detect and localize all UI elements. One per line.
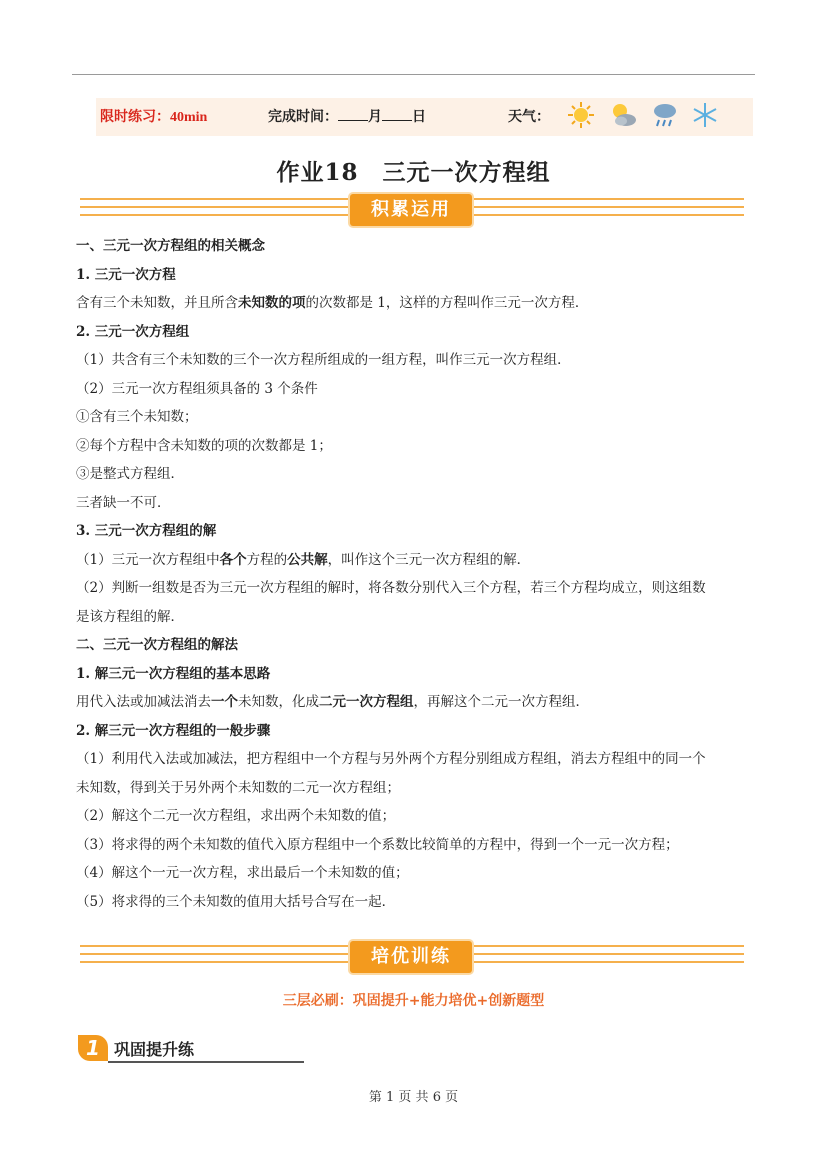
month-label: 月 (368, 109, 382, 125)
banner-training (80, 943, 744, 973)
subsection-heading: 3. 三元一次方程组的解 (76, 523, 217, 539)
sun-icon (566, 100, 596, 130)
paragraph: 是该方程组的解． (76, 608, 184, 625)
subsection-heading: 1. 三元一次方程 (76, 266, 176, 283)
timed-practice (100, 106, 207, 126)
completion-time (268, 106, 426, 126)
subsection-heading: 1. 解三元一次方程组的基本思路 (76, 665, 271, 682)
step-number: 1 (78, 1035, 108, 1061)
page-title: 作业18 三元一次方程组 (276, 159, 551, 186)
paragraph: 未知数，得到关于另外两个未知数的二元一次方程组； (76, 779, 400, 796)
paragraph: （2）三元一次方程组须具备的 3 个条件 (76, 380, 318, 397)
snowflake-icon (690, 100, 720, 130)
paragraph (76, 289, 756, 318)
paragraph (76, 546, 756, 575)
section-heading: 一、三元一次方程组的相关概念 (76, 238, 265, 254)
partly-cloudy-icon (608, 100, 638, 130)
paragraph: （2）解这个二元一次方程组，求出两个未知数的值； (76, 808, 396, 824)
text: 含有三个未知数，并且所含 (76, 295, 238, 311)
condition-item: ②每个方程中含未知数的项的次数都是 1； (76, 437, 332, 454)
timed-label: 限时练习： (100, 109, 170, 125)
paragraph: （3）将求得的两个未知数的值代入原方程组中一个系数比较简单的方程中，得到一个一元一次方程； (76, 836, 679, 853)
top-rule (72, 74, 755, 75)
weather-label: 天气： (508, 109, 550, 125)
paragraph: （1）共含有三个未知数的三个一次方程所组成的一组方程，叫作三元一次方程组． (76, 352, 571, 368)
step-label: 巩固提升练 (114, 1040, 195, 1059)
banner-label: 积累运用 (350, 194, 472, 226)
month-blank (338, 106, 368, 121)
timed-value: 40min (170, 110, 208, 125)
paragraph: （4）解这个一元一次方程，求出最后一个未知数的值； (76, 865, 409, 881)
paragraph: （1）利用代入法或加减法，把方程组中一个方程与另外两个方程分别组成方程组，消去方程组中的同一个 (76, 751, 706, 767)
text: 的次数都是 1，这样的方程叫作三元一次方程． (305, 295, 589, 311)
day-label: 日 (412, 109, 426, 125)
text: 方程的 (246, 551, 288, 568)
paragraph (76, 688, 756, 717)
text: （1）三元一次方程组中 (76, 551, 220, 568)
bold-text: 各个 (219, 551, 247, 568)
bold-text: 一个 (211, 694, 238, 710)
page-footer: 第 1 页 共 6 页 (368, 1090, 459, 1105)
bold-text: 未知数的项 (238, 295, 306, 311)
main-content (76, 232, 756, 916)
step-underline (108, 1061, 304, 1063)
rain-cloud-icon (650, 100, 680, 130)
text: 用代入法或加减法消去 (76, 694, 211, 710)
day-blank (382, 106, 412, 121)
paragraph: 三者缺一不可． (76, 494, 171, 511)
done-label: 完成时间： (268, 109, 338, 125)
bold-text: 公共解 (287, 551, 328, 568)
info-bar (96, 98, 753, 136)
condition-item: ①含有三个未知数； (76, 409, 198, 425)
text: ，叫作这个三元一次方程组的解． (327, 551, 531, 568)
text: ，再解这个二元一次方程组． (413, 694, 589, 710)
subsection-heading: 2. 三元一次方程组 (76, 323, 190, 340)
section-heading: 二、三元一次方程组的解法 (76, 637, 238, 653)
paragraph: （2）判断一组数是否为三元一次方程组的解时，将各数分别代入三个方程，若三个方程均成立，则这组数 (76, 580, 706, 596)
bold-text: 二元一次方程组 (319, 694, 414, 710)
banner-accumulate (80, 196, 744, 226)
subsection-heading: 2. 解三元一次方程组的一般步骤 (76, 722, 271, 739)
training-subtitle: 三层必刷：巩固提升+能力培优+创新题型 (282, 993, 545, 1009)
text: 未知数，化成 (238, 694, 319, 710)
step-badge (78, 1035, 228, 1063)
condition-item: ③是整式方程组． (76, 466, 184, 482)
banner-label: 培优训练 (350, 941, 472, 973)
paragraph: （5）将求得的三个未知数的值用大括号合写在一起． (76, 893, 396, 910)
